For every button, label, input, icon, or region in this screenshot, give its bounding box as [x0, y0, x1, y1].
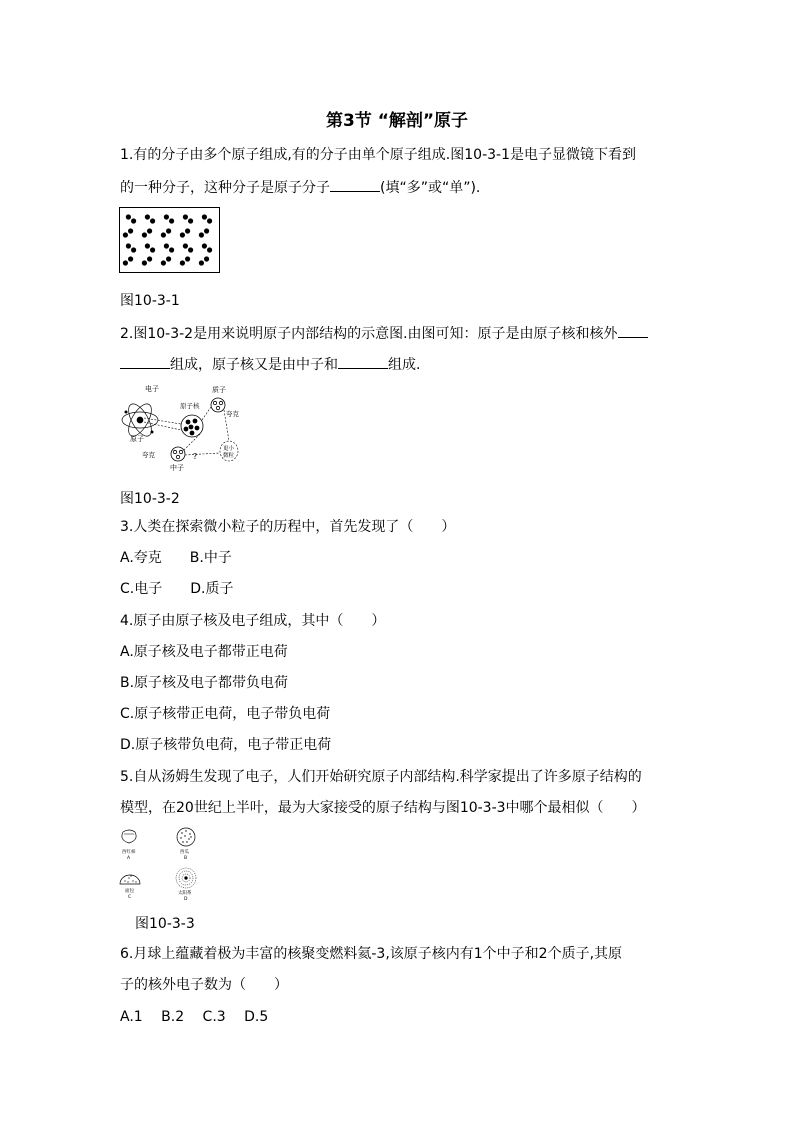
molecule-atom	[166, 228, 171, 233]
model-c-name: 面包	[125, 889, 134, 894]
molecule-figure	[119, 207, 220, 273]
label-proton: 质子	[212, 386, 226, 394]
atom-icon	[122, 400, 158, 439]
q2-line2	[120, 354, 420, 374]
model-a-name: 西红柿	[122, 850, 136, 855]
q2-line1	[120, 323, 648, 343]
molecule-atom	[128, 228, 133, 233]
molecule-atom	[199, 260, 204, 265]
q3-stem: 3.人类在探索微小粒子的历程中，首先发现了（ ）	[120, 519, 456, 535]
solar-system-model-icon	[176, 868, 196, 888]
molecule-atom	[199, 232, 204, 237]
q2-line2-text: 组成，原子核又是由中子和	[170, 357, 338, 373]
molecule-atom	[131, 247, 136, 252]
molecule-atom	[150, 247, 155, 252]
molecule-atom	[126, 214, 131, 219]
molecule-atom	[123, 260, 128, 265]
molecule-atom	[164, 243, 169, 248]
molecule-atom	[123, 232, 128, 237]
molecule-atom	[169, 247, 174, 252]
label-neutron: 中子	[170, 464, 184, 472]
model-d-letter: D	[184, 897, 188, 902]
molecule-atom	[169, 218, 174, 223]
q2-answer-blank-1b	[120, 354, 170, 369]
q2-line1-text: 2.图10-3-2是用来说明原子内部结构的示意图.由图可知：原子是由原子核和核外	[120, 326, 618, 342]
atom-structure-figure	[118, 382, 242, 474]
q4-stem: 4.原子由原子核及电子组成，其中（ ）	[120, 613, 386, 629]
molecule-atom	[185, 256, 190, 261]
molecule-atom	[180, 260, 185, 265]
watermelon-model-icon	[177, 828, 195, 846]
page-title: 第3节 “解剖”原子	[325, 111, 469, 131]
molecule-atom	[161, 232, 166, 237]
molecule-atom	[207, 218, 212, 223]
q1-line2-text: 的一种分子，这种分子是原子分子	[120, 180, 330, 196]
q5-line2: 模型，在20世纪上半叶，最为大家接受的原子结构与图10-3-3中哪个最相似（ ）	[120, 800, 646, 816]
label-smaller: 更小	[223, 446, 235, 452]
proton-icon	[211, 398, 225, 412]
q6-line1: 6.月球上蕴藏着极为丰富的核聚变燃料氦-3,该原子核内有1个中子和2个质子,其原	[120, 946, 623, 962]
label-electron: 电子	[145, 385, 159, 393]
q6-options: A.1 B.2 C.3 D.5	[120, 1009, 269, 1025]
q4-option-b: B.原子核及电子都带负电荷	[120, 675, 289, 691]
molecule-atom	[164, 214, 169, 219]
q4-option-a: A.原子核及电子都带正电荷	[120, 644, 288, 660]
molecule-atom	[145, 214, 150, 219]
bread-model-icon	[120, 875, 140, 884]
q2-answer-blank-1a	[618, 323, 648, 338]
molecule-atom	[142, 232, 147, 237]
q4-option-c: C.原子核带正电荷，电子带负电荷	[120, 706, 331, 722]
q2-line2-suffix: 组成.	[388, 357, 421, 373]
model-b-letter: B	[184, 856, 188, 861]
molecule-atom	[202, 214, 207, 219]
label-nucleus: 原子核	[180, 402, 200, 410]
label-quark-2: 夸克	[142, 451, 155, 459]
molecule-atom	[128, 256, 133, 261]
molecule-atom	[150, 218, 155, 223]
model-a-letter: A	[127, 856, 131, 861]
neutron-icon	[171, 447, 185, 461]
q4-option-d: D.原子核带负电荷，电子带正电荷	[120, 737, 332, 753]
fig-caption-10-3-1: 图10-3-1	[120, 293, 180, 309]
fig-caption-10-3-3: 图10-3-3	[135, 916, 195, 932]
question-mark: ?	[193, 452, 198, 461]
molecule-atom	[207, 247, 212, 252]
label-atom: 原子	[130, 435, 144, 443]
molecule-atom	[126, 243, 131, 248]
tomato-model-icon	[122, 830, 136, 843]
q3-options-cd: C.电子 D.质子	[120, 581, 234, 597]
molecule-atom	[147, 228, 152, 233]
label-particle: 微粒	[223, 453, 235, 459]
q6-line2: 子的核外电子数为（ ）	[120, 977, 288, 993]
molecule-atom	[204, 256, 209, 261]
fig-caption-10-3-2: 图10-3-2	[120, 491, 180, 507]
nucleus-icon	[181, 415, 203, 437]
q1-line2	[120, 177, 480, 197]
molecule-atom	[147, 256, 152, 261]
model-c-letter: C	[128, 895, 132, 900]
model-b-name: 西瓜	[180, 850, 189, 855]
molecule-atom	[202, 243, 207, 248]
molecule-atom	[145, 243, 150, 248]
molecule-atom	[183, 214, 188, 219]
q3-options-ab: A.夸克 B.中子	[120, 550, 232, 566]
molecule-atom	[204, 228, 209, 233]
q1-answer-blank	[330, 177, 380, 192]
q1-line1: 1.有的分子由多个原子组成,有的分子由单个原子组成.图10-3-1是电子显微镜下看到	[120, 147, 636, 163]
label-quark-1: 夸克	[226, 410, 239, 418]
q5-line1: 5.自从汤姆生发现了电子，人们开始研究原子内部结构.科学家提出了许多原子结构的	[120, 769, 642, 785]
molecule-atom	[185, 228, 190, 233]
q2-answer-blank-2	[338, 354, 388, 369]
q1-line2-suffix: (填“多”或“单”).	[380, 180, 481, 196]
molecule-atom	[180, 232, 185, 237]
atom-models-figure	[115, 826, 225, 910]
molecule-atom	[131, 218, 136, 223]
molecule-atom	[166, 256, 171, 261]
molecule-atom	[188, 247, 193, 252]
molecule-atom	[183, 243, 188, 248]
model-d-name: 太阳系	[178, 891, 192, 896]
molecule-atom	[161, 260, 166, 265]
molecule-atom	[188, 218, 193, 223]
molecule-atom	[142, 260, 147, 265]
